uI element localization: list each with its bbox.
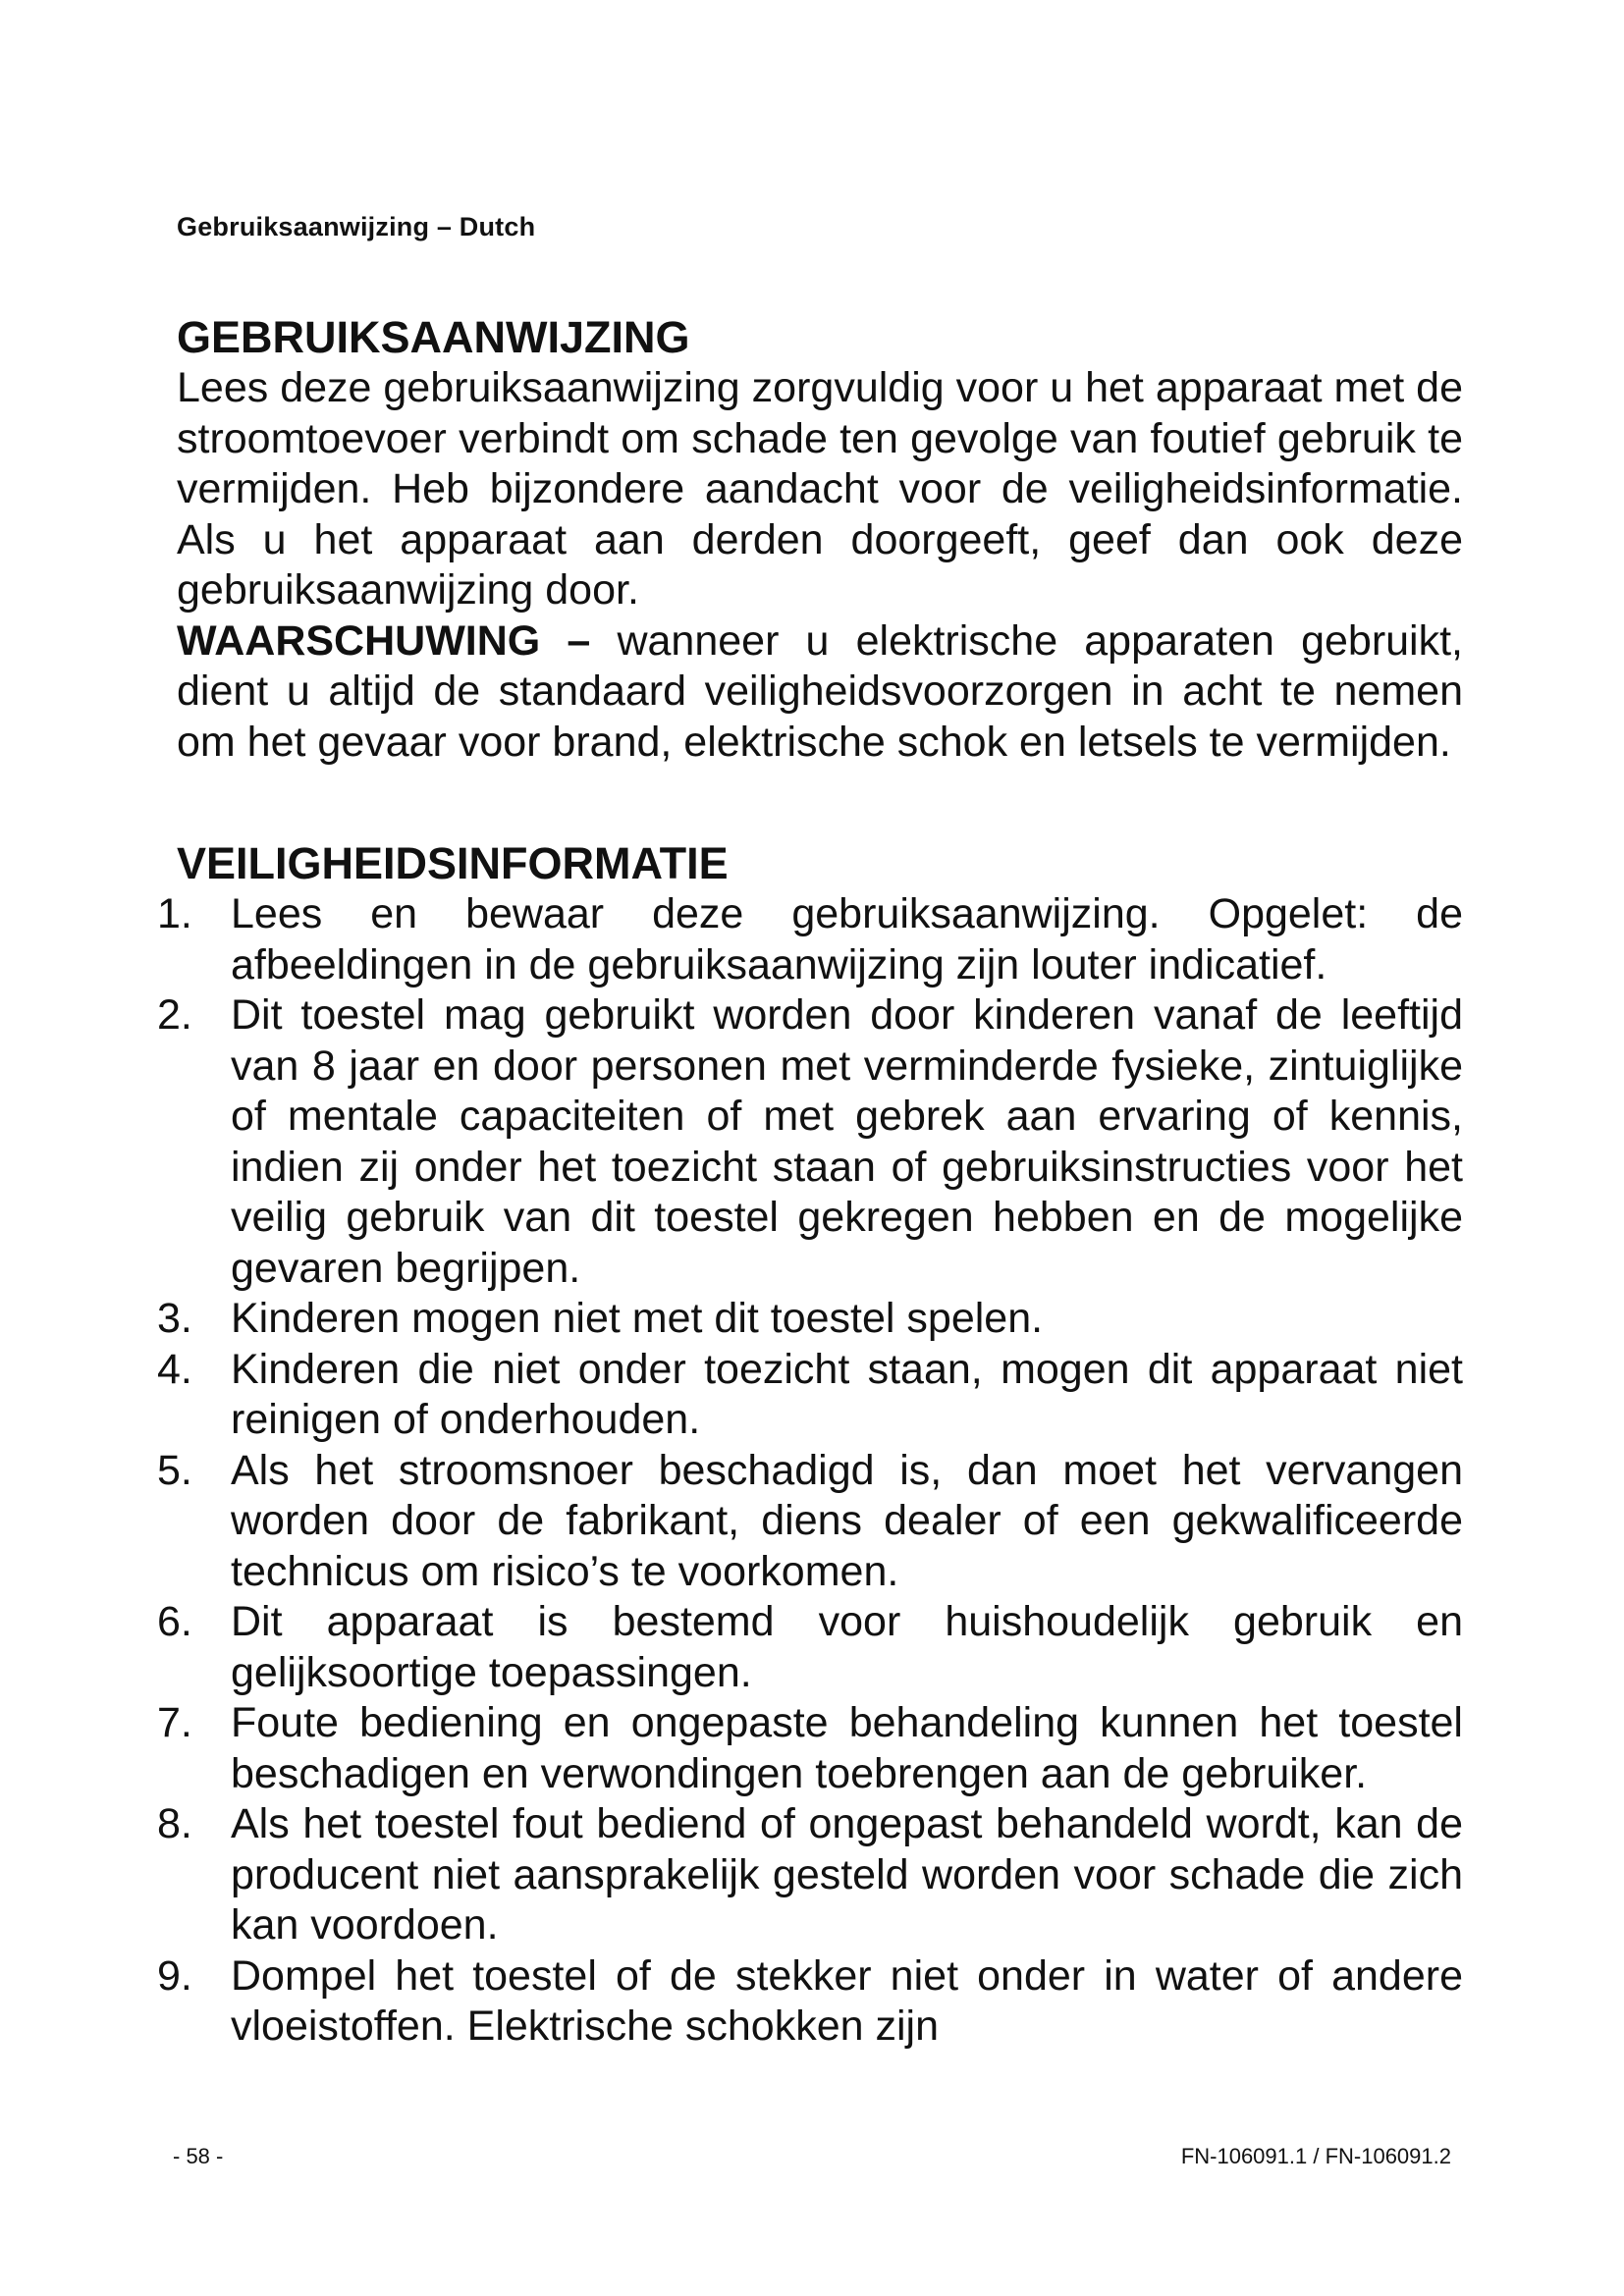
list-item-text: Kinderen die niet onder toezicht staan, mogen dit apparaat niet reinigen of onderhouden. — [231, 1345, 1463, 1443]
list-item-number: 7. — [157, 1699, 192, 1746]
safety-heading: VEILIGHEIDSINFORMATIE — [177, 838, 729, 888]
safety-list — [157, 889, 1463, 2053]
list-item — [157, 990, 1463, 1294]
running-header: Gebruiksaanwijzing – Dutch — [177, 212, 536, 241]
list-item — [157, 1951, 1463, 2053]
section-spacer — [177, 768, 1463, 838]
list-item-text: Als het stroomsnoer beschadigd is, dan moet het vervangen worden door de fabrikant, diens dealer of een gekwalificeerde technicus om risico’s te voorkomen. — [231, 1446, 1463, 1595]
list-item — [157, 1345, 1463, 1446]
list-item-number: 1. — [157, 890, 192, 937]
warning-text: wanneer u elektrische apparaten gebruikt, dient u altijd de standaard veiligheidsvoorzorgen in acht te nemen om het gevaar voor brand, elektrische schok en letsels te vermijden. — [177, 616, 1464, 766]
list-item — [157, 889, 1463, 990]
list-item — [157, 1698, 1463, 1799]
list-item — [157, 1294, 1463, 1345]
list-item-number: 9. — [157, 1951, 192, 2000]
list-item-text: Kinderen mogen niet met dit toestel spelen. — [231, 1295, 1044, 1342]
list-item — [157, 1597, 1463, 1698]
warning-paragraph — [177, 616, 1463, 769]
intro-paragraph: Lees deze gebruiksaanwijzing zorgvuldig voor u het apparaat met de stroomtoevoer verbindt om schade ten gevolge van foutief gebruik te vermijden. Heb bijzondere aandacht voor de veiligheidsinformatie. Als u het apparaat aan derden doorgeeft, geef dan ook deze gebruiksaanwijzing door. — [177, 364, 1463, 614]
list-item-text: Foute bediening en ongepaste behandeling kunnen het toestel beschadigen en verwondingen toebrengen aan de gebruiker. — [231, 1699, 1463, 1797]
list-item-number: 8. — [157, 1800, 192, 1847]
page-number: - 58 - — [173, 2144, 224, 2168]
list-item — [157, 1446, 1463, 1598]
list-item — [157, 1799, 1463, 1951]
list-item-text: Dit toestel mag gebruikt worden door kinderen vanaf de leeftijd van 8 jaar en door personen met verminderde fysieke, zintuiglijke of mentale capaciteiten of met gebrek aan ervaring of kennis, indien zij onder het toezicht staan of gebruiksinstructies voor het veilig gebruik van dit toestel gekregen hebben en de mogelijke gevaren begrijpen. — [231, 991, 1463, 1292]
page-content — [157, 312, 1464, 2053]
list-item-number: 2. — [157, 991, 192, 1039]
list-item-text: Dompel het toestel of de stekker niet onder in water of andere vloeistoffen. Elektrische schokken zijn — [231, 1951, 1463, 2050]
list-item-number: 3. — [157, 1295, 192, 1342]
list-item-text: Als het toestel fout bediend of ongepast behandeld wordt, kan de producent niet aansprakelijk gesteld worden voor schade die zich kan voordoen. — [231, 1800, 1463, 1949]
model-number: FN-106091.1 / FN-106091.2 — [1180, 2144, 1451, 2168]
list-item-number: 6. — [157, 1598, 192, 1645]
list-item-text: Dit apparaat is bestemd voor huishoudelijk gebruik en gelijksoortige toepassingen. — [231, 1598, 1463, 1696]
warning-label: WAARSCHUWING – — [177, 616, 591, 665]
list-item-number: 5. — [157, 1446, 192, 1494]
list-item-text: Lees en bewaar deze gebruiksaanwijzing. Opgelet: de afbeeldingen in de gebruiksaanwijzing zijn louter indicatief. — [231, 890, 1463, 988]
list-item-number: 4. — [157, 1345, 192, 1393]
instructions-heading: GEBRUIKSAANWIJZING — [177, 312, 690, 362]
